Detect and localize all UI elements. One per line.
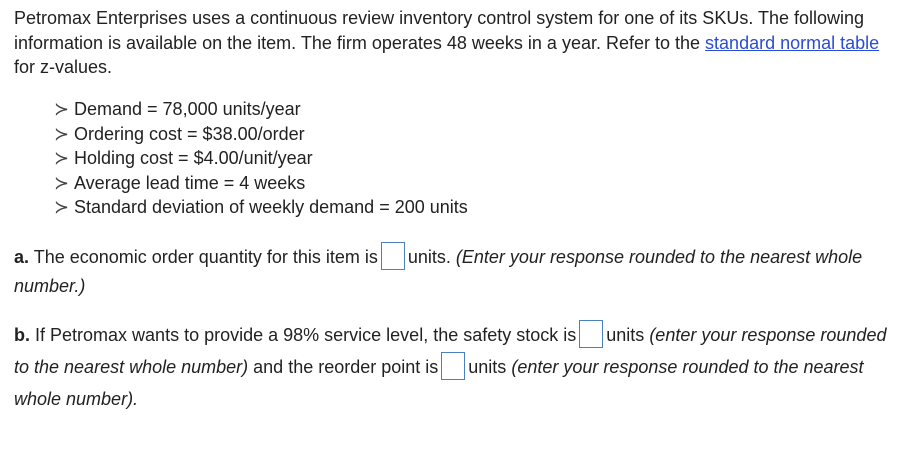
intro-text-end: for z-values. bbox=[14, 57, 113, 77]
reorder-point-input[interactable] bbox=[441, 352, 465, 380]
question-a-text: The economic order quantity for this item is bbox=[33, 247, 378, 267]
question-a-label: a. bbox=[14, 247, 30, 267]
arrowhead-bullet-icon: ≻ bbox=[54, 197, 70, 217]
list-item: ≻ Holding cost = $4.00/unit/year bbox=[54, 146, 468, 171]
question-a bbox=[14, 243, 904, 301]
question-b-units-1: units bbox=[606, 325, 645, 345]
intro-text: Petromax Enterprises uses a continuous review inventory control system for one of its SKUs. The following information is available on the item. The firm operates 48 weeks in a year. Refer to the bbox=[14, 8, 865, 53]
safety-stock-input[interactable] bbox=[579, 320, 603, 348]
question-b-label: b. bbox=[14, 325, 30, 345]
question-a-instruction: (Enter your response rounded to the nearest whole number.) bbox=[14, 247, 863, 297]
list-item: ≻ Demand = 78,000 units/year bbox=[54, 97, 468, 122]
problem-intro bbox=[14, 6, 904, 80]
question-b-units-2: units bbox=[468, 357, 507, 377]
question-b-instruction-2: (enter your response rounded to the nearest whole number). bbox=[14, 357, 864, 409]
question-b-instruction-1: (enter your response rounded to the nearest whole number) bbox=[14, 325, 887, 377]
standard-normal-table-link[interactable]: standard normal table bbox=[705, 32, 880, 53]
given-data-list bbox=[54, 97, 468, 220]
question-b-middle-text: and the reorder point is bbox=[253, 357, 439, 377]
list-item: ≻ Average lead time = 4 weeks bbox=[54, 171, 468, 196]
arrowhead-bullet-icon: ≻ bbox=[54, 148, 70, 168]
arrowhead-bullet-icon: ≻ bbox=[54, 99, 70, 119]
question-b-text: If Petromax wants to provide a 98% service level, the safety stock is bbox=[35, 325, 577, 345]
arrowhead-bullet-icon: ≻ bbox=[54, 123, 70, 144]
list-item: ≻ Ordering cost = $38.00/order bbox=[54, 122, 468, 147]
list-item: ≻ Standard deviation of weekly demand = 200 units bbox=[54, 195, 468, 220]
question-b bbox=[14, 319, 904, 415]
arrowhead-bullet-icon: ≻ bbox=[54, 172, 70, 193]
eoq-answer-input[interactable] bbox=[381, 242, 405, 270]
question-a-units: units. bbox=[407, 247, 451, 267]
